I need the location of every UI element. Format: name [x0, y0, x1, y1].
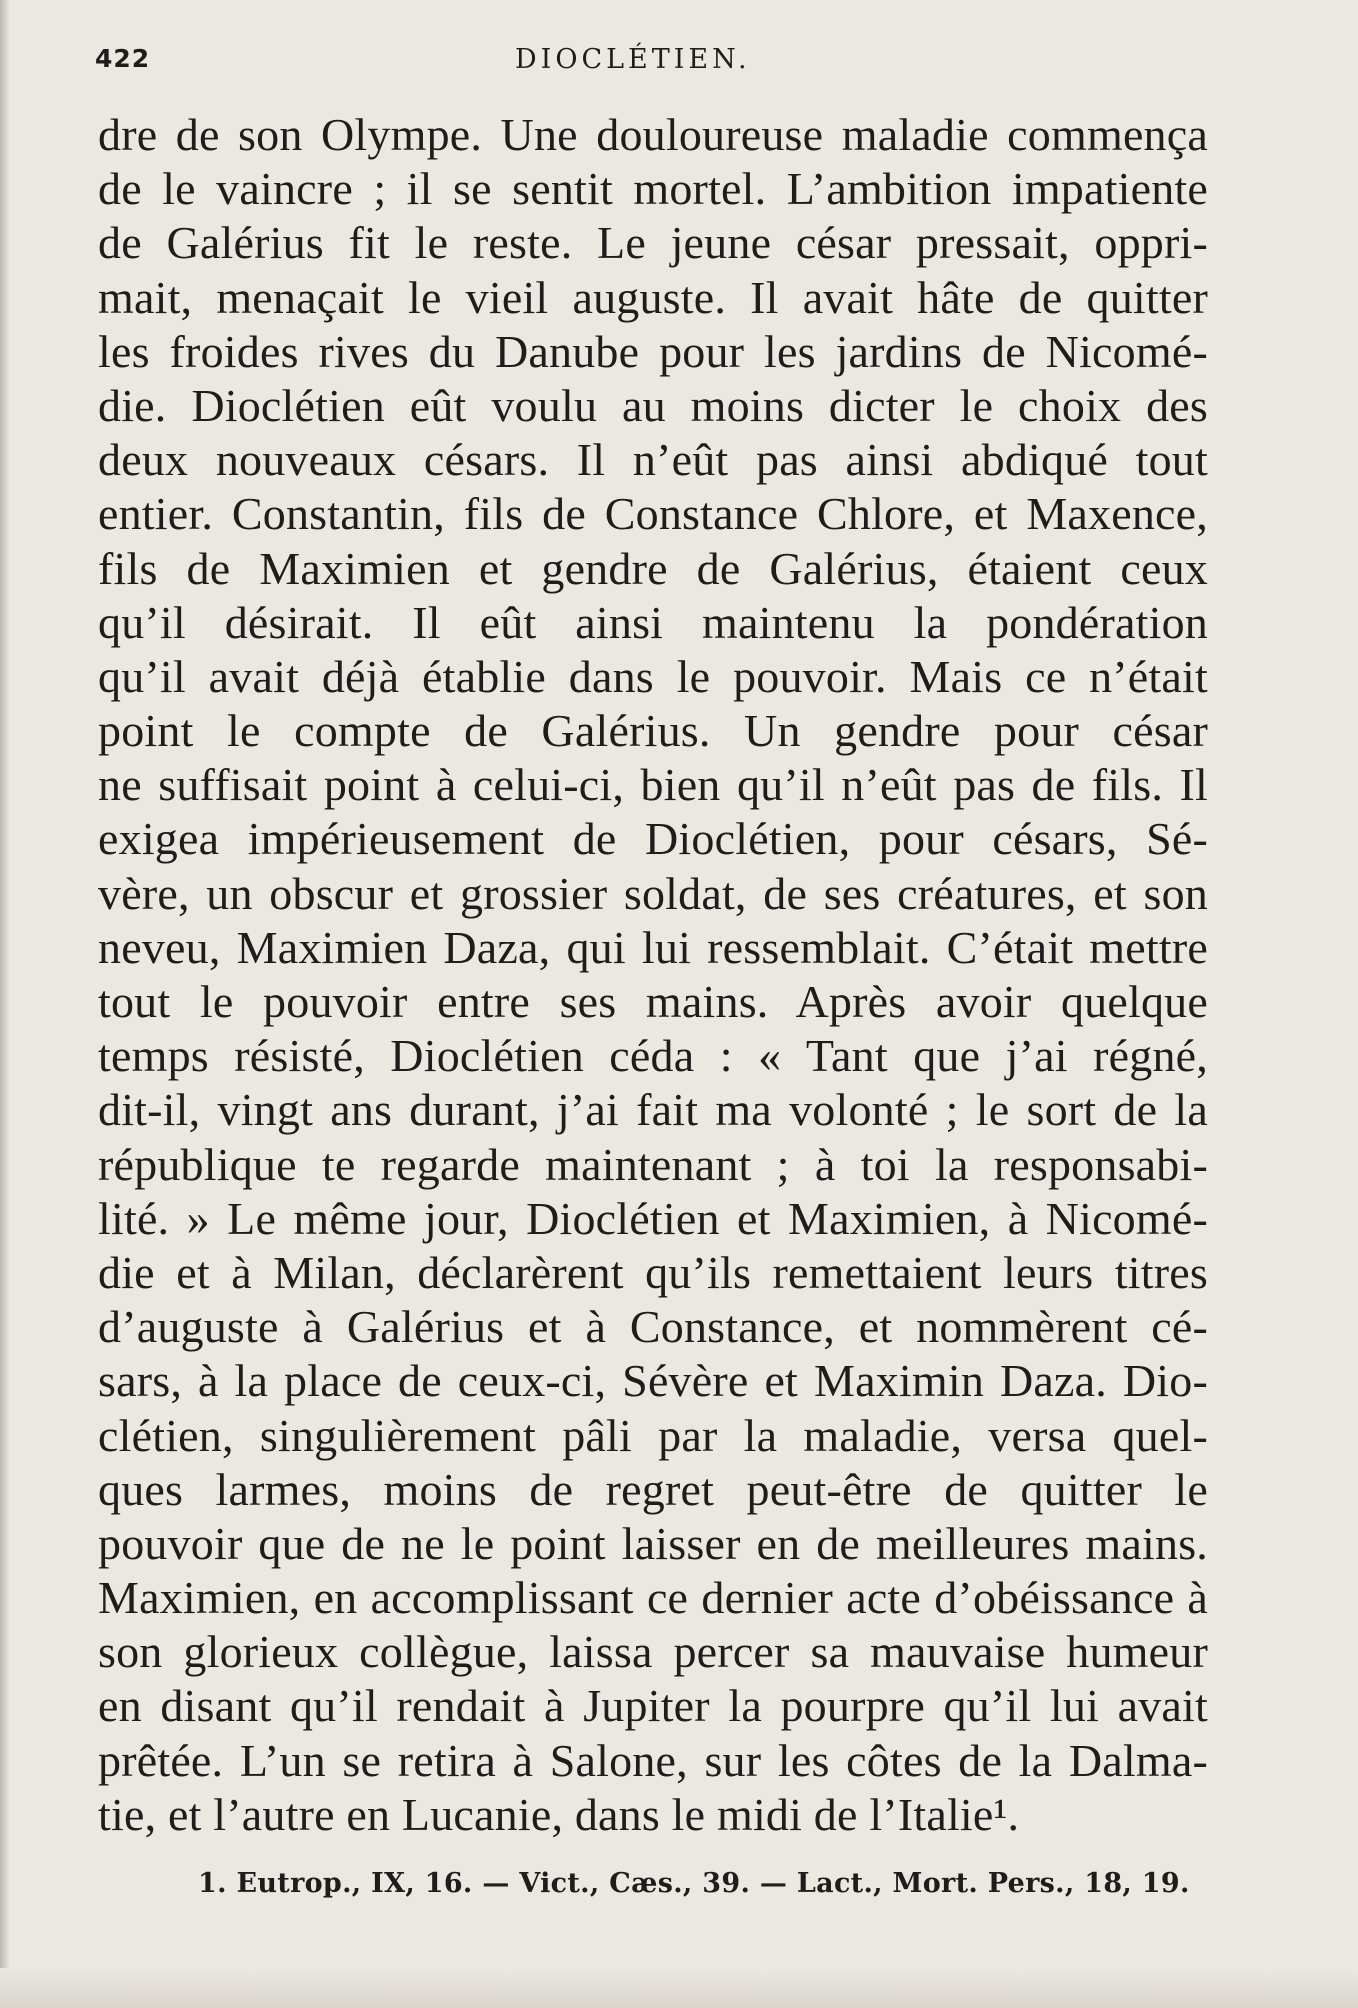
text-line: neveu, Maximien Daza, qui lui ressemblait. C’était mettre: [98, 921, 1208, 973]
page-header: [95, 44, 1188, 88]
text-line: son glorieux collègue, laissa percer sa mauvaise humeur: [98, 1626, 1208, 1678]
text-line: lité. » Le même jour, Dioclétien et Maximien, à Nicomé-: [98, 1192, 1208, 1244]
text-line: en disant qu’il rendait à Jupiter la pourpre qu’il lui avait: [98, 1680, 1208, 1732]
text-line: ques larmes, moins de regret peut-être de quitter le: [98, 1463, 1208, 1515]
text-line: vère, un obscur et grossier soldat, de ses créatures, et son: [98, 867, 1208, 919]
page-bottom-shadow: [0, 1968, 1358, 2008]
text-line: dre de son Olympe. Une douloureuse maladie commença: [98, 109, 1208, 160]
text-line: clétien, singulièrement pâli par la maladie, versa quel-: [98, 1409, 1208, 1461]
text-line: exigea impérieusement de Dioclétien, pour césars, Sé-: [98, 813, 1208, 865]
text-line: de Galérius fit le reste. Le jeune césar pressait, oppri-: [98, 217, 1208, 269]
text-line: die et à Milan, déclarèrent qu’ils remettaient leurs titres: [98, 1246, 1208, 1298]
text-line: d’auguste à Galérius et à Constance, et nommèrent cé-: [98, 1301, 1208, 1353]
text-line: république te regarde maintenant ; à toi la responsabi-: [98, 1138, 1208, 1190]
text-line: prêtée. L’un se retira à Salone, sur les côtes de la Dalma-: [98, 1734, 1208, 1786]
text-line: les froides rives du Danube pour les jardins de Nicomé-: [98, 325, 1208, 377]
page-number: 422: [95, 44, 151, 73]
body-text: [98, 108, 1208, 1842]
text-line: point le compte de Galérius. Un gendre pour césar: [98, 705, 1208, 757]
text-line: pouvoir que de ne le point laisser en de meilleures mains.: [98, 1517, 1208, 1569]
running-title: DIOCLÉTIEN.: [515, 44, 751, 75]
text-line: qu’il avait déjà établie dans le pouvoir. Mais ce n’était: [98, 650, 1208, 702]
footnote: 1. Eutrop., IX, 16. — Vict., Cæs., 39. — Lact., Mort. Pers., 18, 19.: [198, 1868, 1190, 1899]
page-gutter-shadow: [0, 0, 10, 2008]
text-line: dit-il, vingt ans durant, j’ai fait ma volonté ; le sort de la: [98, 1084, 1208, 1136]
text-line: sars, à la place de ceux-ci, Sévère et Maximin Daza. Dio-: [98, 1355, 1208, 1407]
text-line: Maximien, en accomplissant ce dernier acte d’obéissance à: [98, 1572, 1208, 1624]
text-line: tout le pouvoir entre ses mains. Après avoir quelque: [98, 976, 1208, 1027]
text-line: mait, menaçait le vieil auguste. Il avait hâte de quitter: [98, 271, 1208, 323]
text-line: die. Dioclétien eût voulu au moins dicter le choix des: [98, 379, 1208, 431]
text-line: temps résisté, Dioclétien céda : « Tant que j’ai régné,: [98, 1030, 1208, 1082]
text-line: fils de Maximien et gendre de Galérius, étaient ceux: [98, 542, 1208, 594]
text-line: de le vaincre ; il se sentit mortel. L’ambition impatiente: [98, 163, 1208, 215]
text-line: deux nouveaux césars. Il n’eût pas ainsi abdiqué tout: [98, 434, 1208, 486]
text-line: ne suffisait point à celui-ci, bien qu’il n’eût pas de fils. Il: [98, 759, 1208, 811]
text-line: tie, et l’autre en Lucanie, dans le midi de l’Italie¹.: [98, 1788, 1020, 1840]
text-line: qu’il désirait. Il eût ainsi maintenu la pondération: [98, 596, 1208, 648]
text-line: entier. Constantin, fils de Constance Chlore, et Maxence,: [98, 488, 1208, 540]
